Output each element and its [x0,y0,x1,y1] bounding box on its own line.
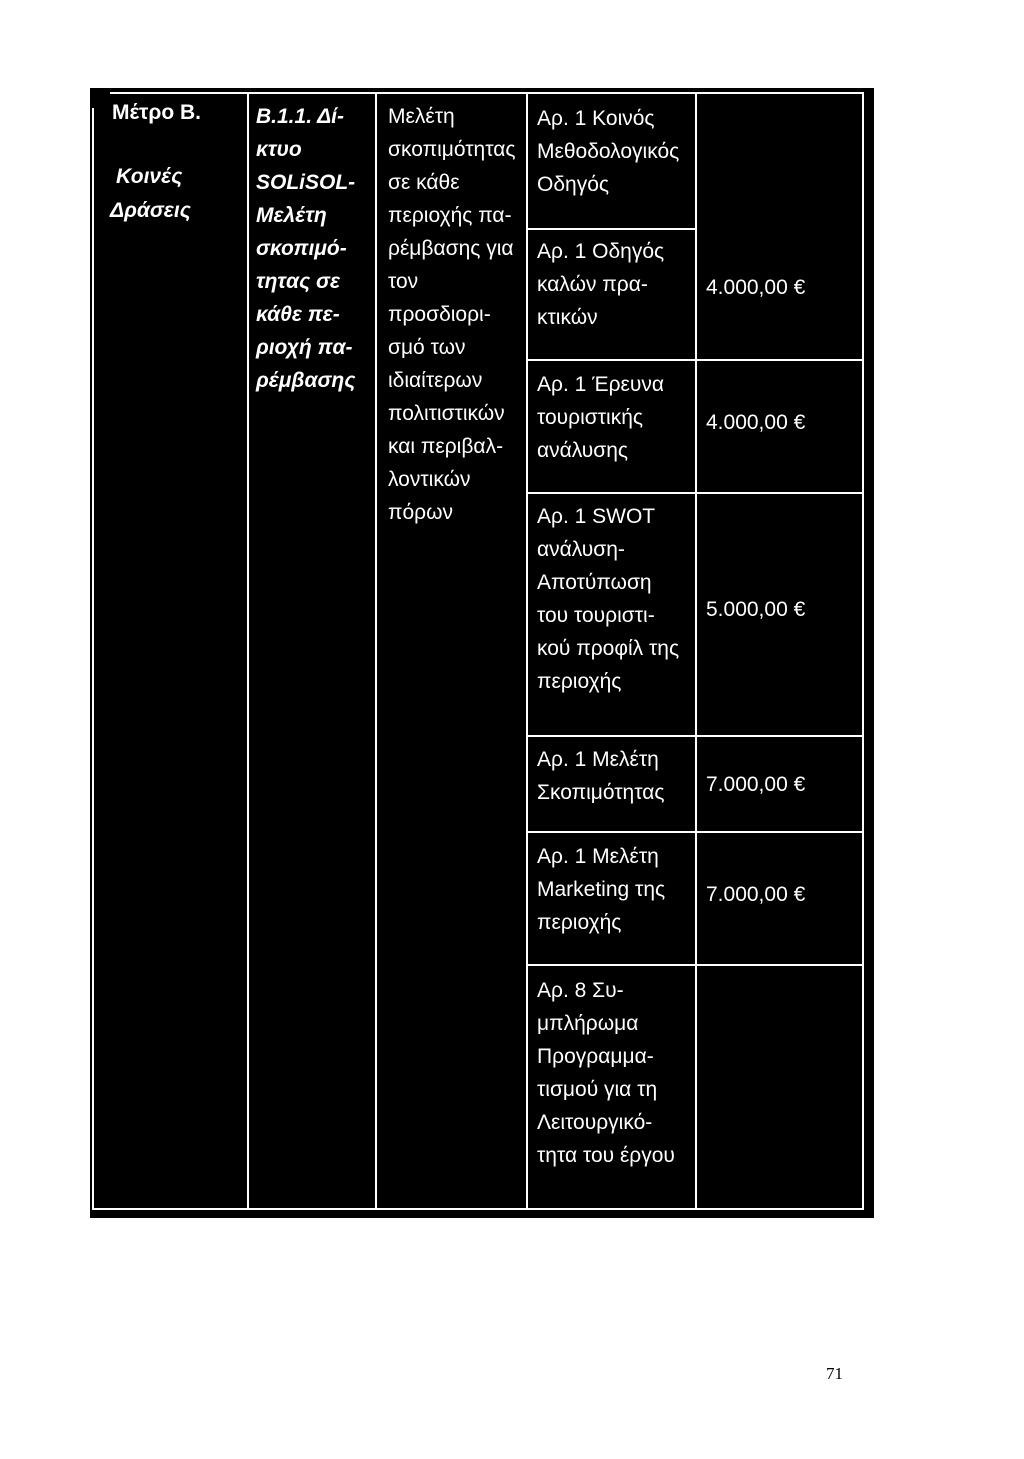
description-line: περιοχής πα- [388,204,512,227]
description-line: προσδιορι- [388,303,491,326]
deliverable-line: κτικών [537,306,598,329]
amount-value: 7.000,00 € [706,883,806,906]
deliverable-line: τουριστικής [537,406,643,429]
table-border-left [92,108,94,1208]
action-text [256,100,370,397]
deliverable-line: Σκοπιμότητας [537,781,665,804]
column-divider-3 [526,92,528,1208]
budget-table [90,88,874,1218]
action-line: Μελέτη [256,204,327,227]
description-line: και περιβαλ- [388,435,504,458]
deliverable-line: ανάλυση- [537,538,625,561]
deliverable-cell [537,974,675,1172]
deliverable-cell [537,102,679,201]
measure-title: Μέτρο Β. [112,101,201,124]
action-line: Β.1.1. Δί- [256,105,345,128]
amount-value: 4.000,00 € [706,276,806,299]
deliverable-line: καλών πρα- [537,273,648,296]
deliverable-line: Αρ. 1 Κοινός [537,107,655,130]
deliverable-line: του τουριστι- [537,604,655,627]
table-border-right [862,92,864,1208]
row-divider-2 [527,359,864,361]
deliverable-line: τητα του έργου [537,1144,675,1167]
row-divider-4 [527,735,864,737]
action-line: ρέμβασης [256,369,356,392]
description-line: λοντικών [388,468,471,491]
deliverable-cell [537,840,665,939]
deliverable-line: Προγραμμα- [537,1045,654,1068]
deliverable-line: Marketing της [537,878,666,901]
deliverable-line: περιοχής [537,911,622,934]
column-divider-2 [375,92,377,1208]
deliverable-line: Λειτουργικό- [537,1111,653,1134]
description-line: πόρων [388,501,454,524]
deliverable-line: Αρ. 8 Συ- [537,979,624,1002]
row-divider-5 [527,831,864,833]
deliverable-cell [537,235,664,334]
description-line: ιδιαίτερων [388,369,483,392]
column-divider-4 [695,92,697,1208]
deliverable-line: Αρ. 1 Οδηγός [537,240,665,263]
description-line: σε κάθε [388,171,460,194]
table-border-top [110,92,864,94]
deliverable-line: κού προφίλ της [537,637,680,660]
description-line: Μελέτη [388,105,455,128]
description-line: ρέμβασης για [388,237,514,260]
deliverable-line: Αρ. 1 Έρευνα [537,373,665,396]
table-border-bottom [92,1208,864,1210]
action-line: κάθε πε- [256,303,340,326]
row-divider-1 [527,228,697,230]
page-number: 71 [826,1364,843,1383]
description-line: σκοπιμότητας [388,138,516,161]
deliverable-line: Αρ. 1 Μελέτη [537,845,659,868]
deliverable-line: Μεθοδολογικός [537,140,680,163]
action-line: κτυο [256,138,302,161]
deliverable-line: Αρ. 1 Μελέτη [537,748,659,771]
action-line: σκοπιμό- [256,237,347,260]
deliverable-cell [537,368,664,467]
deliverable-line: μπλήρωμα [537,1012,639,1035]
deliverable-line: Οδηγός [537,173,610,196]
deliverable-cell [537,500,679,698]
amount-value: 4.000,00 € [706,411,806,434]
description-text [388,100,522,529]
deliverable-line: ανάλυσης [537,439,629,462]
row-divider-3 [527,492,864,494]
measure-subtitle-line: Κοινές [116,165,183,188]
column-divider-1 [247,92,249,1208]
action-line: ριοχή πα- [256,336,353,359]
amount-value: 5.000,00 € [706,598,806,621]
description-line: πολιτιστικών [388,402,505,425]
amount-value: 7.000,00 € [706,773,806,796]
deliverable-line: Αρ. 1 SWOT [537,505,656,528]
action-line: SOLiSOL- [256,171,356,194]
measure-subtitle-line: Δράσεις [110,199,191,222]
action-line: τητας σε [256,270,341,293]
deliverable-line: τισμού για τη [537,1078,658,1101]
deliverable-line: Αποτύπωση [537,571,652,594]
description-line: τον [388,270,419,293]
description-line: σμό των [388,336,466,359]
row-divider-6 [527,964,864,966]
deliverable-cell [537,743,664,809]
deliverable-line: περιοχής [537,670,622,693]
